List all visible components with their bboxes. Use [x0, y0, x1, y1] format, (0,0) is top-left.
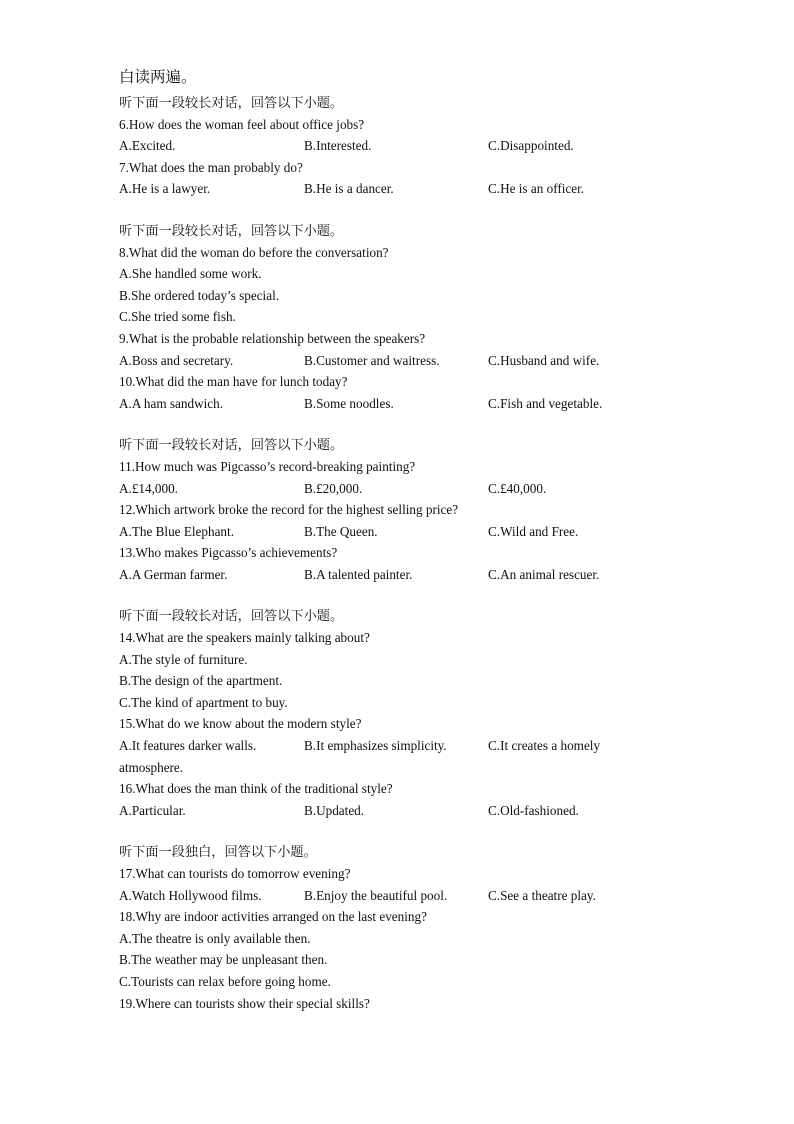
- options-row-15: [119, 735, 679, 757]
- option-c: C.Tourists can relax before going home.: [119, 973, 331, 989]
- option-b: B.It emphasizes simplicity.: [304, 738, 447, 754]
- options-row-7: [119, 178, 679, 200]
- option-c-continuation: atmosphere.: [119, 759, 184, 775]
- option-a: A.It features darker walls.: [119, 738, 257, 754]
- options-row-6: [119, 135, 679, 157]
- option-a: A.A ham sandwich.: [119, 395, 224, 411]
- option-c: C.Husband and wife.: [488, 352, 600, 368]
- options-row-10: [119, 393, 679, 415]
- option-c: C.See a theatre play.: [488, 887, 596, 903]
- option-c: C.Wild and Free.: [488, 523, 579, 539]
- option-b: B.The design of the apartment.: [119, 673, 283, 689]
- option-a: A.The theatre is only available then.: [119, 930, 311, 946]
- question-12: 12.Which artwork broke the record for the highest selling price?: [119, 502, 459, 518]
- question-7: 7.What does the man probably do?: [119, 159, 303, 175]
- option-a: A.She handled some work.: [119, 266, 262, 282]
- option-b: B.He is a dancer.: [304, 181, 394, 197]
- option-c: C.Old-fashioned.: [488, 802, 579, 818]
- option-c: C.He is an officer.: [488, 181, 585, 197]
- question-13: 13.Who makes Pigcasso’s achievements?: [119, 545, 338, 561]
- question-10: 10.What did the man have for lunch today?: [119, 374, 348, 390]
- section-header: 听下面一段独白，回答以下小题。: [119, 844, 317, 860]
- section-gap: [119, 414, 679, 434]
- option-a: A.The Blue Elephant.: [119, 523, 234, 539]
- options-row-17: [119, 885, 679, 907]
- question-17: 17.What can tourists do tomorrow evening?: [119, 866, 351, 881]
- option-c: C.Disappointed.: [488, 138, 574, 154]
- section-gap: [119, 200, 679, 220]
- question-11: 11.How much was Pigcasso’s record-breaking painting?: [119, 458, 416, 474]
- option-c: C.It creates a homely: [488, 738, 601, 754]
- question-9: 9.What is the probable relationship between the speakers?: [119, 330, 426, 346]
- option-b: B.A talented painter.: [304, 566, 413, 582]
- option-c: C.£40,000.: [488, 480, 547, 496]
- worksheet-page: [119, 64, 679, 1014]
- option-c: C.Fish and vegetable.: [488, 395, 603, 411]
- question-19: 19.Where can tourists show their special skills?: [119, 995, 370, 1011]
- question-6: 6.How does the woman feel about office jobs?: [119, 116, 365, 132]
- option-b: B.£20,000.: [304, 480, 363, 496]
- options-row-13: [119, 564, 679, 586]
- section-header: 听下面一段较长对话，回答以下小题。: [119, 437, 344, 453]
- question-8: 8.What did the woman do before the conversation?: [119, 244, 389, 260]
- option-c: C.The kind of apartment to buy.: [119, 694, 288, 710]
- option-b: B.Interested.: [304, 138, 372, 154]
- section-header: 听下面一段较长对话，回答以下小题。: [119, 608, 344, 624]
- section-header: 听下面一段较长对话，回答以下小题。: [119, 95, 344, 110]
- options-row-9: [119, 350, 679, 372]
- option-b: B.Enjoy the beautiful pool.: [304, 887, 448, 903]
- question-15: 15.What do we know about the modern style?: [119, 716, 362, 732]
- question-18: 18.Why are indoor activities arranged on the last evening?: [119, 909, 427, 925]
- option-b: B.Updated.: [304, 802, 365, 818]
- option-b: B.Some noodles.: [304, 395, 394, 411]
- section-header: 听下面一段较长对话，回答以下小题。: [119, 222, 344, 238]
- option-a: A.Excited.: [119, 138, 176, 154]
- option-b: B.She ordered today’s special.: [119, 287, 280, 303]
- question-16: 16.What does the man think of the traditional style?: [119, 781, 393, 797]
- option-c: C.She tried some fish.: [119, 309, 236, 325]
- option-a: A.£14,000.: [119, 480, 178, 496]
- option-a: A.The style of furniture.: [119, 651, 248, 667]
- option-b: B.The Queen.: [304, 523, 378, 539]
- option-a: A.Boss and secretary.: [119, 352, 234, 368]
- option-a: A.Particular.: [119, 802, 186, 818]
- question-14: 14.What are the speakers mainly talking about?: [119, 630, 370, 646]
- options-row-11: [119, 478, 679, 500]
- section-gap: [119, 821, 679, 841]
- option-a: A.A German farmer.: [119, 566, 228, 582]
- section-gap: [119, 585, 679, 605]
- option-b: B.Customer and waitress.: [304, 352, 440, 368]
- option-c: C.An animal rescuer.: [488, 566, 600, 582]
- option-b: B.The weather may be unpleasant then.: [119, 952, 328, 968]
- option-a: A.He is a lawyer.: [119, 181, 211, 197]
- option-a: A.Watch Hollywood films.: [119, 887, 262, 903]
- options-row-16: [119, 800, 679, 822]
- options-row-12: [119, 521, 679, 543]
- page-title: 白读两遍。: [119, 69, 197, 86]
